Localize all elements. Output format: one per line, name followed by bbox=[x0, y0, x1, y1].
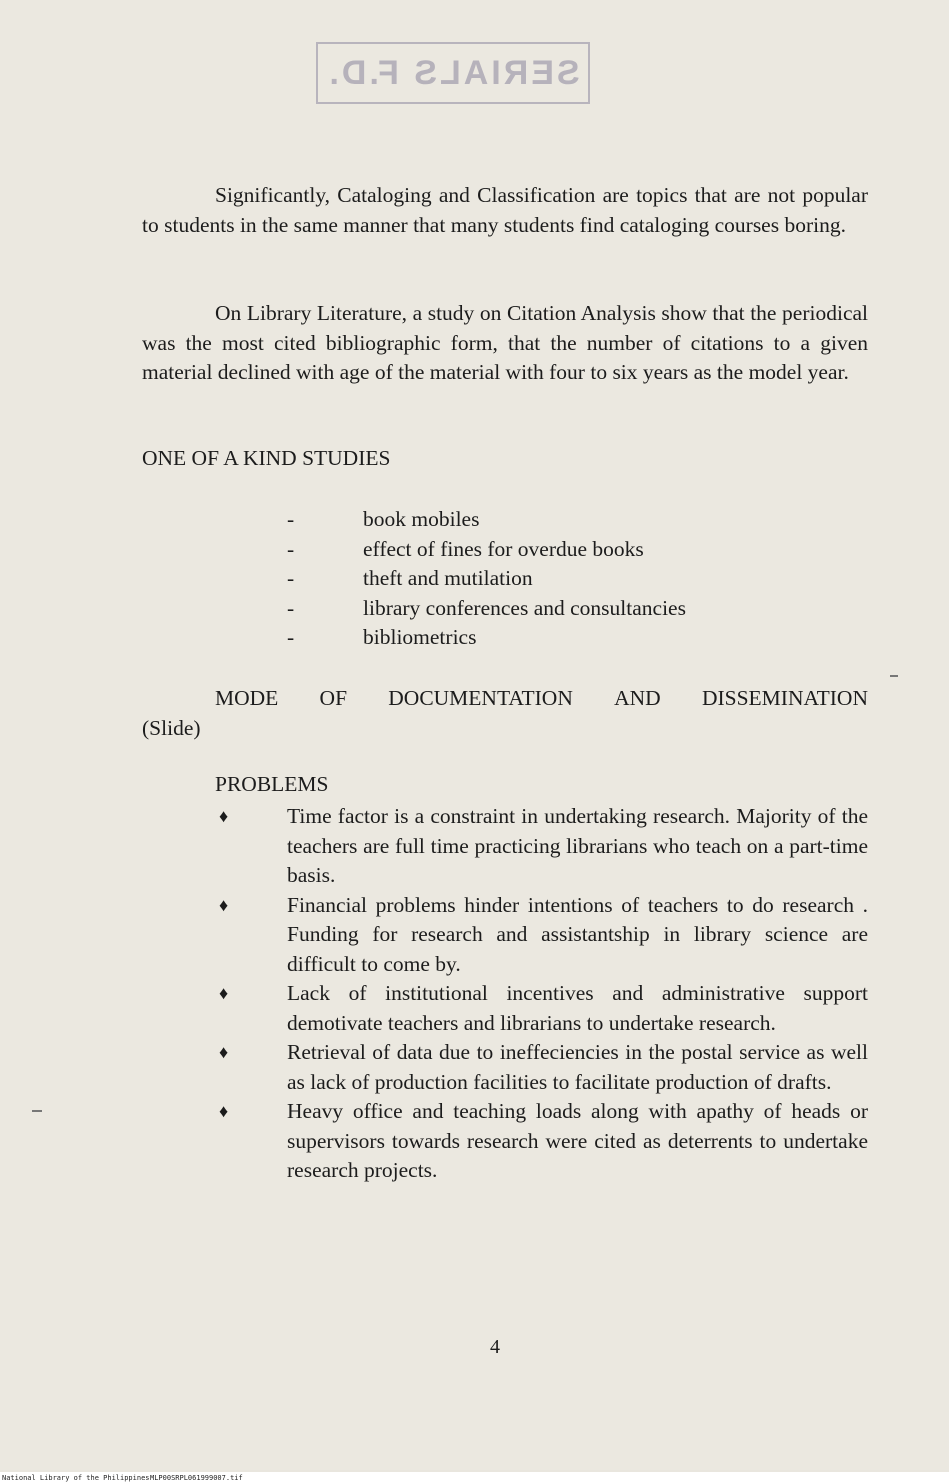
studies-list bbox=[287, 505, 686, 653]
mode-word: DISSEMINATION bbox=[701, 686, 868, 710]
problem-item bbox=[215, 1038, 868, 1097]
problem-text: Retrieval of data due to ineffeciencies in the postal service as well as lack of production facilities to facilitate production of drafts. bbox=[287, 1040, 868, 1094]
mode-word: OF bbox=[319, 686, 348, 710]
problems-list bbox=[215, 802, 868, 1186]
diamond-bullet-icon: ♦ bbox=[219, 1101, 229, 1121]
problem-text: Heavy office and teaching loads along with apathy of heads or supervisors towards research were cited as deterrents to undertake research projects. bbox=[287, 1099, 868, 1182]
scan-mark bbox=[890, 675, 898, 677]
scan-footer bbox=[0, 1472, 949, 1484]
list-item-text: effect of fines for overdue books bbox=[363, 536, 644, 561]
problem-text: Lack of institutional incentives and administrative support demotivate teachers and librarians to undertake research. bbox=[287, 981, 868, 1035]
mode-slide-note: (Slide) bbox=[142, 715, 201, 740]
mode-word: DOCUMENTATION bbox=[388, 686, 573, 710]
list-item bbox=[287, 623, 686, 653]
problem-item bbox=[215, 802, 868, 891]
footer-filename: MLP00SRPL061999007.tif bbox=[150, 1474, 243, 1482]
diamond-bullet-icon: ♦ bbox=[219, 806, 229, 826]
mode-word: MODE bbox=[215, 686, 279, 710]
mode-word: AND bbox=[614, 686, 661, 710]
paragraph-citation-analysis: On Library Literature, a study on Citation Analysis show that the periodical was the most cited bibliographic form, that the number of citations to a given material declined with age of the material with four to six years as the model year. bbox=[142, 301, 868, 384]
serials-stamp: SERIALS F.D. bbox=[316, 42, 590, 104]
dash-marker: - bbox=[287, 536, 295, 561]
list-item-text: book mobiles bbox=[363, 507, 480, 531]
list-item bbox=[287, 594, 686, 624]
footer-source: National Library of the Philippines bbox=[2, 1474, 150, 1482]
list-item-text: library conferences and consultancies bbox=[363, 595, 686, 620]
problem-text: Financial problems hinder intentions of teachers to do research . Funding for research and assistantship in library science are difficult to come by. bbox=[287, 892, 868, 976]
scan-mark bbox=[32, 1110, 42, 1112]
heading-one-of-a-kind: ONE OF A KIND STUDIES bbox=[142, 446, 391, 470]
diamond-bullet-icon: ♦ bbox=[219, 1042, 229, 1062]
dash-marker: - bbox=[287, 507, 295, 531]
list-item-text: theft and mutilation bbox=[363, 566, 533, 590]
list-item bbox=[287, 535, 686, 565]
dash-marker: - bbox=[287, 595, 295, 620]
problem-item bbox=[215, 979, 868, 1038]
heading-mode-of-documentation bbox=[142, 684, 868, 743]
list-item bbox=[287, 505, 686, 535]
dash-marker: - bbox=[287, 625, 295, 649]
list-item bbox=[287, 564, 686, 594]
dash-marker: - bbox=[287, 566, 295, 590]
list-item-text: bibliometrics bbox=[363, 625, 477, 649]
page-number: 4 bbox=[490, 1336, 500, 1358]
diamond-bullet-icon: ♦ bbox=[219, 894, 229, 915]
problem-item bbox=[215, 891, 868, 980]
heading-problems: PROBLEMS bbox=[215, 772, 329, 796]
problem-item bbox=[215, 1097, 868, 1186]
paragraph-cataloging: Significantly, Cataloging and Classification are topics that are not popular to students in the same manner that many students find cataloging courses boring. bbox=[142, 183, 868, 237]
problem-text: Time factor is a constraint in undertaking research. Majority of the teachers are full time practicing librarians who teach on a part-time basis. bbox=[287, 804, 868, 887]
diamond-bullet-icon: ♦ bbox=[219, 983, 229, 1003]
